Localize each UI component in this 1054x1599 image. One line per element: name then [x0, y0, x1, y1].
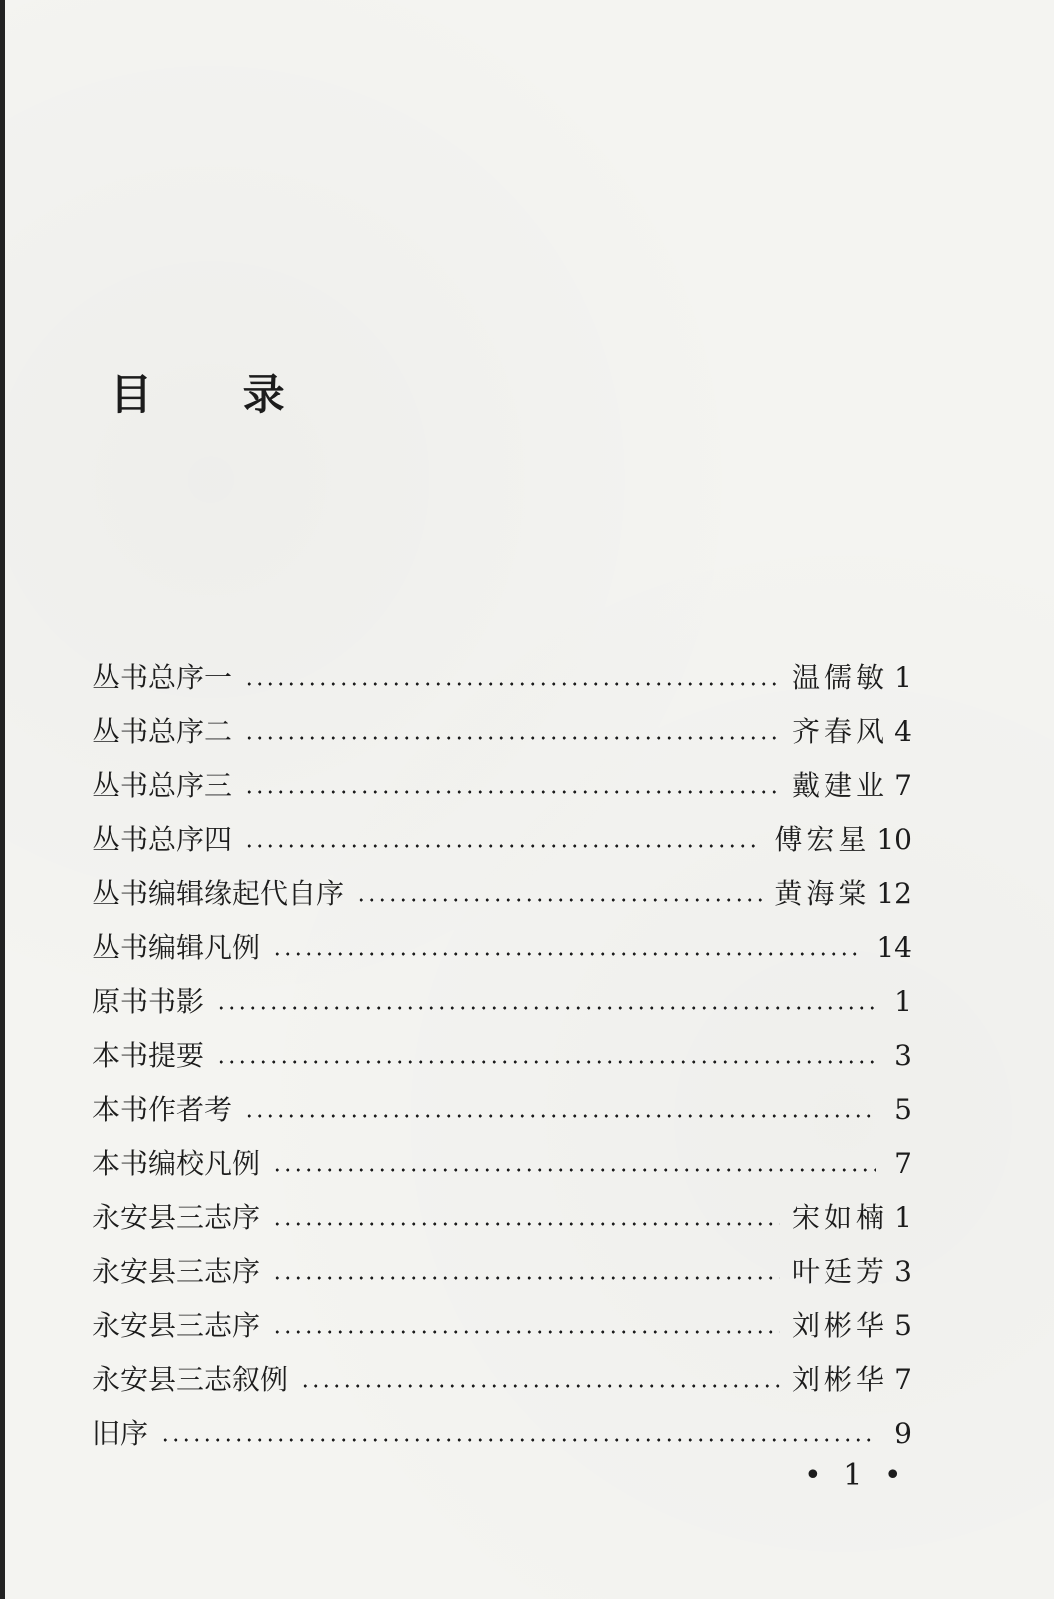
toc-dot-leader	[244, 682, 780, 686]
toc-entry-author: 温儒敏	[791, 661, 888, 694]
toc-entry[interactable]	[92, 854, 912, 908]
page-number: • 1 •	[804, 1458, 908, 1493]
toc-entry-page: 5	[894, 1309, 912, 1342]
toc-entry[interactable]	[92, 1016, 912, 1070]
toc-entry[interactable]	[92, 746, 912, 800]
toc-entry-author: 齐春风	[791, 715, 888, 748]
toc-entry-label: 丛书编辑凡例	[92, 931, 261, 964]
toc-entry-author: 叶廷芳	[791, 1255, 888, 1288]
toc-dot-leader	[356, 898, 762, 902]
toc-dot-leader	[244, 736, 780, 740]
toc-entry-label: 丛书总序一	[92, 661, 233, 694]
toc-entry[interactable]	[92, 1394, 912, 1448]
toc-entry[interactable]	[92, 1340, 912, 1394]
toc-entry-page: 3	[894, 1039, 912, 1072]
toc-dot-leader	[244, 1114, 876, 1118]
toc-entry[interactable]	[92, 1070, 912, 1124]
toc-entry-label: 旧序	[92, 1417, 149, 1450]
scan-edge-shadow	[0, 0, 5, 1599]
toc-entry[interactable]	[92, 962, 912, 1016]
toc-entry-page: 12	[876, 877, 912, 910]
toc-entry-author: 刘彬华	[791, 1363, 888, 1396]
toc-entry[interactable]	[92, 1286, 912, 1340]
toc-entry[interactable]	[92, 908, 912, 962]
toc-entry-label: 永安县三志序	[92, 1201, 261, 1234]
toc-entry[interactable]	[92, 800, 912, 854]
toc-entry-label: 本书作者考	[92, 1093, 233, 1126]
toc-entry-author: 傅宏星	[774, 823, 871, 856]
page-title: 目 录	[110, 370, 323, 419]
toc-entry-author: 刘彬华	[791, 1309, 888, 1342]
toc-entry-page: 1	[894, 661, 912, 694]
toc-entry-page: 14	[876, 931, 912, 964]
toc-entry-author: 戴建业	[791, 769, 888, 802]
toc-entry[interactable]	[92, 1232, 912, 1286]
toc-entry[interactable]	[92, 1124, 912, 1178]
table-of-contents	[92, 638, 912, 1448]
toc-entry-page: 7	[894, 769, 912, 802]
toc-entry-label: 丛书总序二	[92, 715, 233, 748]
toc-entry-label: 永安县三志叙例	[92, 1363, 289, 1396]
toc-entry-label: 本书提要	[92, 1039, 205, 1072]
toc-entry[interactable]	[92, 638, 912, 692]
toc-entry-label: 本书编校凡例	[92, 1147, 261, 1180]
toc-dot-leader	[244, 844, 762, 848]
toc-entry-page: 7	[894, 1147, 912, 1180]
toc-entry-page: 1	[894, 985, 912, 1018]
toc-entry-page: 9	[894, 1417, 912, 1450]
toc-dot-leader	[272, 952, 858, 956]
toc-entry-page: 4	[894, 715, 912, 748]
toc-dot-leader	[244, 790, 780, 794]
toc-dot-leader	[272, 1222, 780, 1226]
toc-dot-leader	[300, 1384, 780, 1388]
toc-entry-label: 丛书总序三	[92, 769, 233, 802]
toc-entry-page: 7	[894, 1363, 912, 1396]
toc-entry[interactable]	[92, 1178, 912, 1232]
toc-dot-leader	[272, 1168, 876, 1172]
toc-entry[interactable]	[92, 692, 912, 746]
toc-entry-label: 永安县三志序	[92, 1255, 261, 1288]
toc-dot-leader	[160, 1438, 876, 1442]
toc-entry-author: 宋如楠	[791, 1201, 888, 1234]
toc-entry-label: 原书书影	[92, 985, 205, 1018]
toc-dot-leader	[216, 1006, 876, 1010]
toc-entry-label: 丛书编辑缘起代自序	[92, 877, 345, 910]
toc-entry-page: 5	[894, 1093, 912, 1126]
toc-dot-leader	[216, 1060, 876, 1064]
toc-dot-leader	[272, 1330, 780, 1334]
toc-entry-page: 1	[894, 1201, 912, 1234]
toc-entry-page: 10	[876, 823, 912, 856]
toc-entry-label: 永安县三志序	[92, 1309, 261, 1342]
toc-entry-author: 黄海棠	[774, 877, 871, 910]
toc-entry-page: 3	[894, 1255, 912, 1288]
toc-entry-label: 丛书总序四	[92, 823, 233, 856]
toc-dot-leader	[272, 1276, 780, 1280]
